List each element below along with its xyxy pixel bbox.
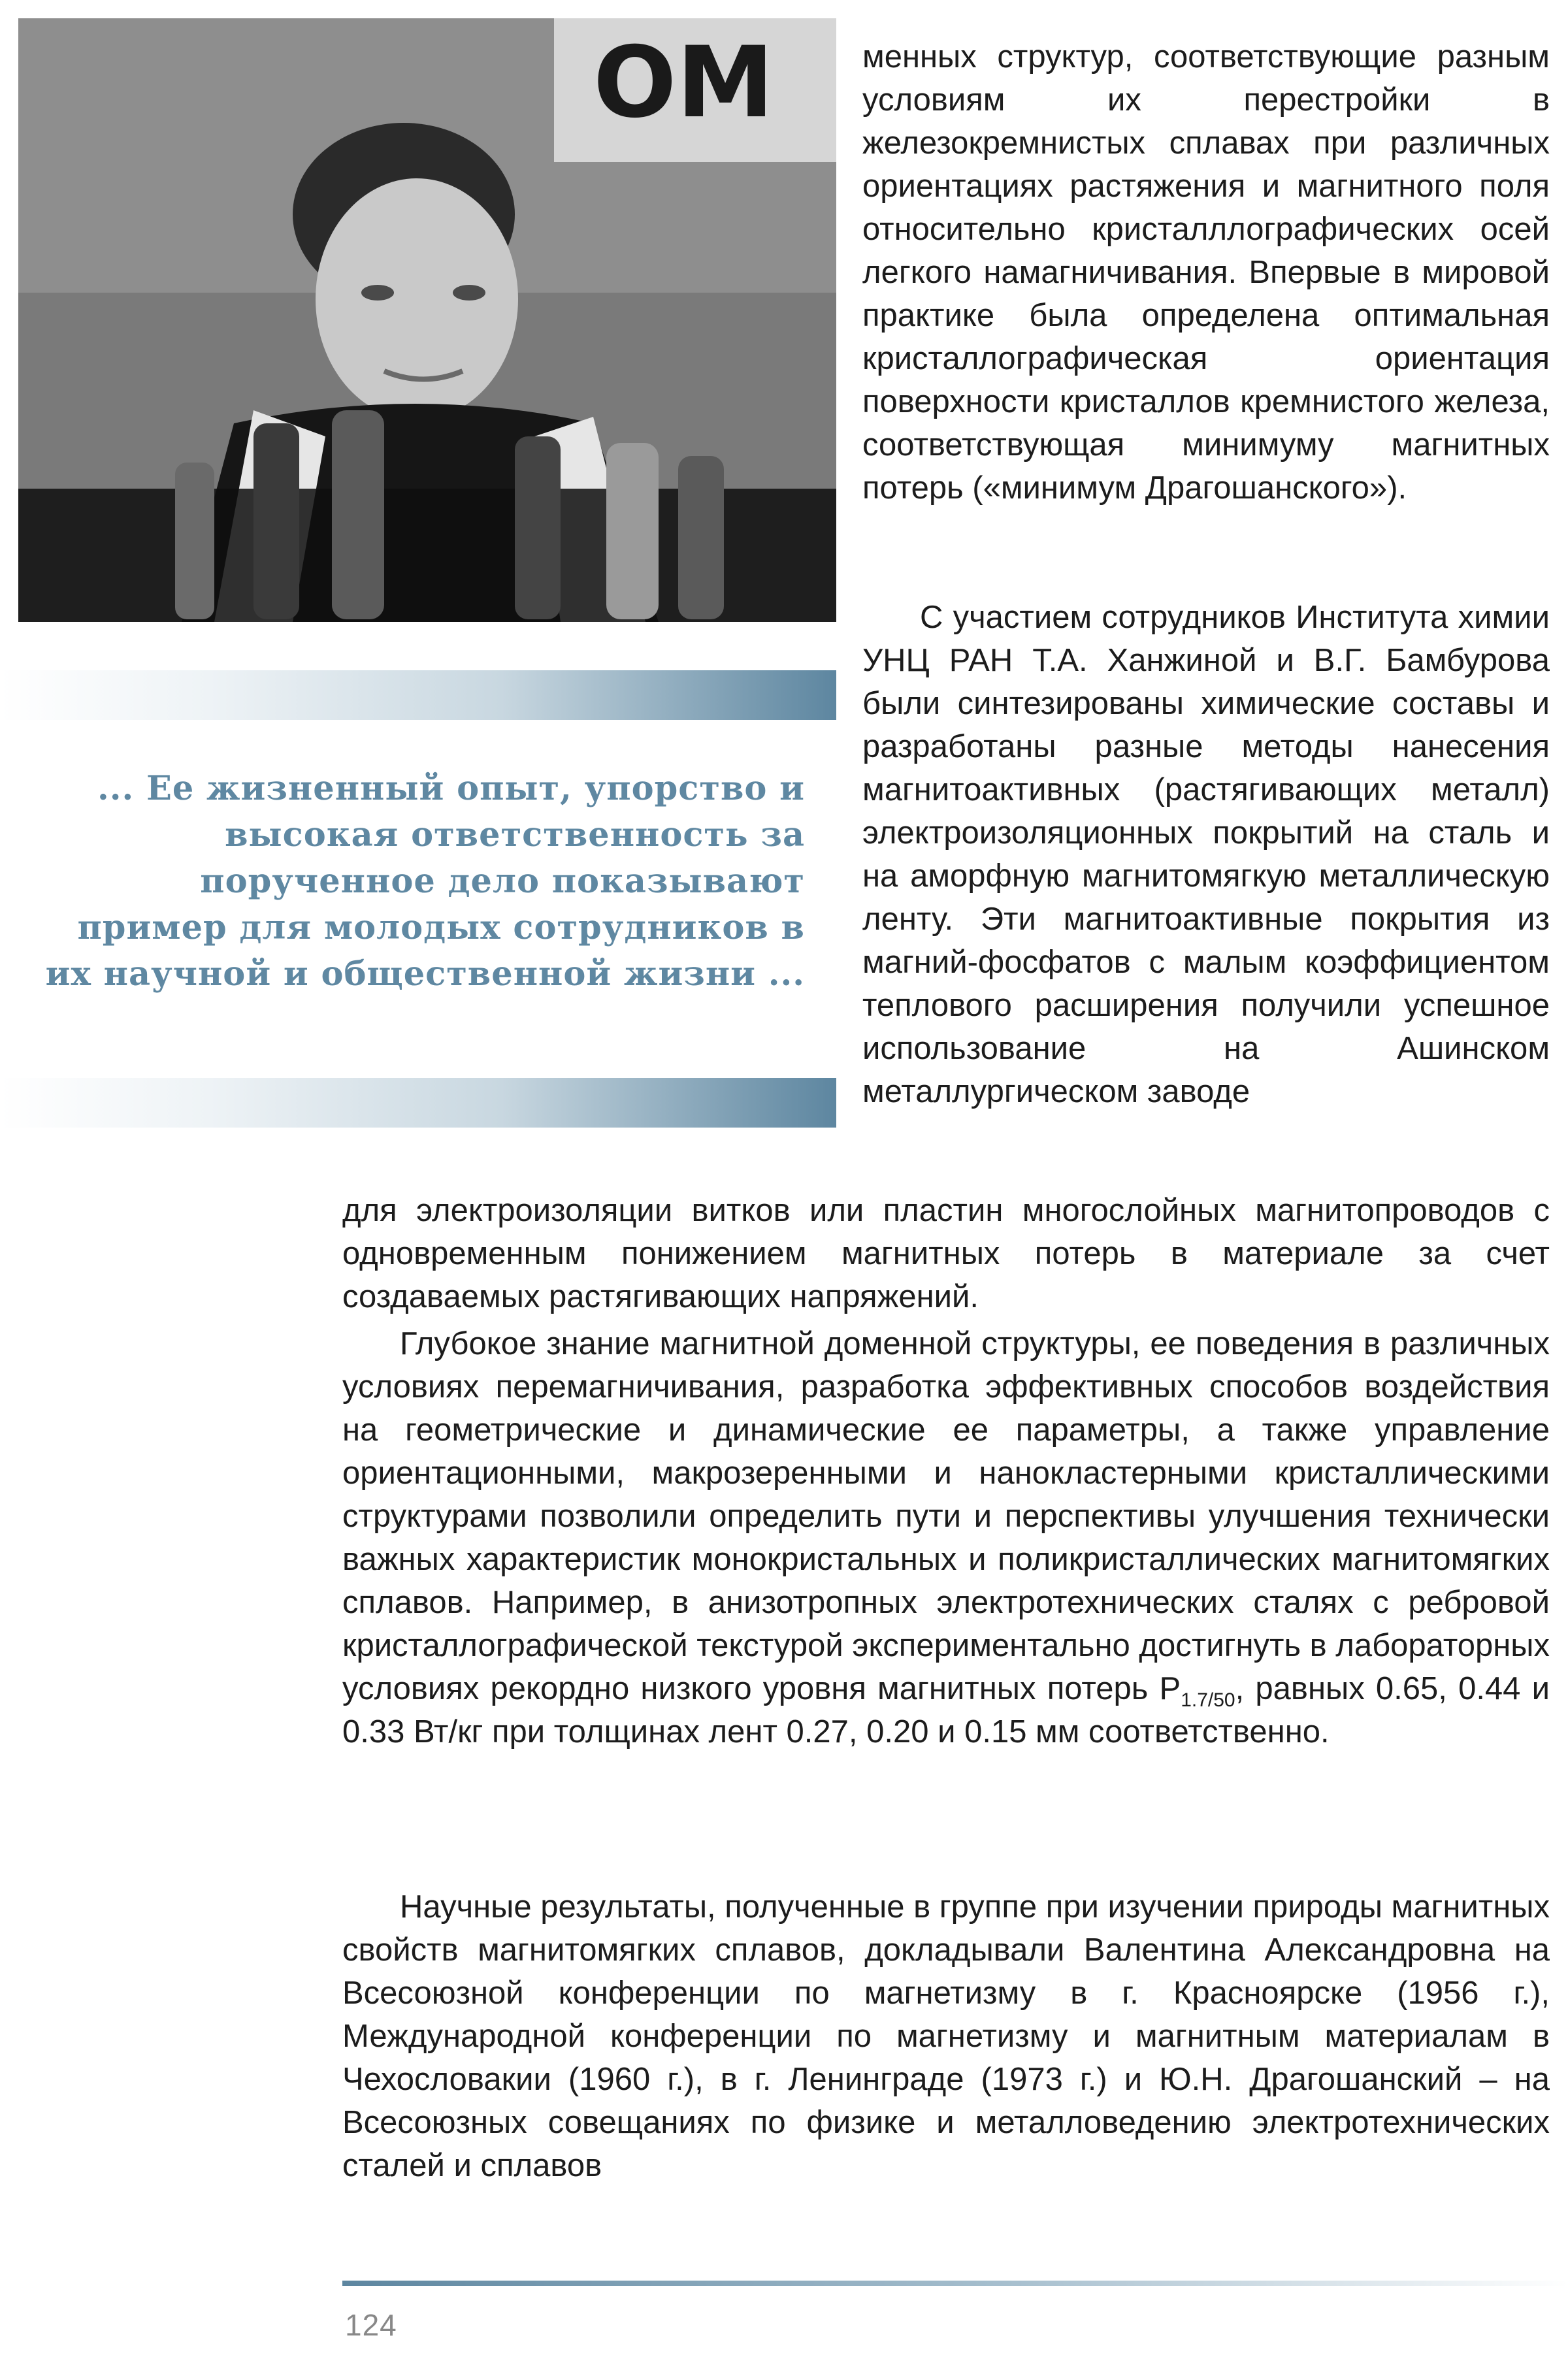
portrait-photo bbox=[18, 18, 836, 622]
paragraph-text-continued: , равных 0.65, 0.44 и 0.33 Вт/кг при толщинах лент 0.27, 0.20 и 0.15 мм соответственно. bbox=[342, 1671, 1550, 1749]
portrait-photo-icon bbox=[18, 18, 836, 622]
banner-text: OM bbox=[593, 26, 774, 140]
page-number: 124 bbox=[345, 2308, 397, 2342]
column-paragraph-1: менных структур, соответствующие разным условиям их перестройки в железокремнистых сплавах при различных ориентациях растяжения и магнитного поля относительно кристалллографических осей легкого намагничивания. Впервые в мировой практике была определена оптимальная кристаллографическая ориентация поверхности кристаллов кремнистого железа, соответствующая минимуму магнитных потерь («минимум Драгошанского»). bbox=[862, 39, 1550, 506]
paragraph-text: Глубокое знание магнитной доменной структуры, ее поведения в различных условиях перемагничивания, разработка эффективных способов воздействия на геометрические и динамические ее параметры, а также управление ориентационными, макрозеренными и нанокластерными кристаллическими структурами позволили определить пути и перспективы улучшения технически важных характеристик монокристальных и поликристаллических магнитомягких сплавов. Например, в анизотропных электротехнических сталях с ребровой кристаллографической текстурой экспериментально достигнуть в лабораторных условиях рекордно низкого уровня магнитных потерь P bbox=[342, 1326, 1550, 1706]
body-paragraph-results: Научные результаты, полученные в группе при изучении природы магнитных свойств магнитомягких сплавов, докладывали Валентина Александровна на Всесоюзной конференции по магнетизму в г. Красноярске (1956 г.), Международной конференции по магнетизму и магнитным материалам в Чехословакии (1960 г.), в г. Ленинграде (1973 г.) и Ю.Н. Драгошанский – на Всесоюзных совещаниях по физике и металловедению электротехнических сталей и сплавов bbox=[342, 1889, 1550, 2183]
footer-rule bbox=[342, 2281, 1568, 2286]
body-paragraph-domain-structure bbox=[342, 1322, 1550, 1753]
quote-band-top bbox=[0, 670, 836, 720]
body-paragraph-continuation: для электроизоляции витков или пластин многослойных магнитопроводов с одновременным понижением магнитных потерь в материале за счет создаваемых растягивающих напряжений. bbox=[342, 1193, 1550, 1314]
quote-band-bottom bbox=[0, 1078, 836, 1128]
pull-quote: ... Ее жизненный опыт, упорство и высокая ответственность за порученное дело показывают пример для молодых сотрудников в их научной и общественной жизни ... bbox=[45, 769, 805, 994]
subscript-value: 1.7/50 bbox=[1181, 1689, 1235, 1711]
column-paragraph-2: С участием сотрудников Института химии УНЦ РАН Т.А. Ханжиной и В.Г. Бамбурова были синтезированы химические составы и разработаны разные методы нанесения магнитоактивных (растягивающих металл) электроизоляционных покрытий на сталь и на аморфную магнитомягкую металлическую ленту. Эти магнитоактивные покрытия из магний-фосфатов с малым коэффициентом теплового расширения получили успешное использование на Ашинском металлургическом заводе bbox=[862, 600, 1550, 1109]
